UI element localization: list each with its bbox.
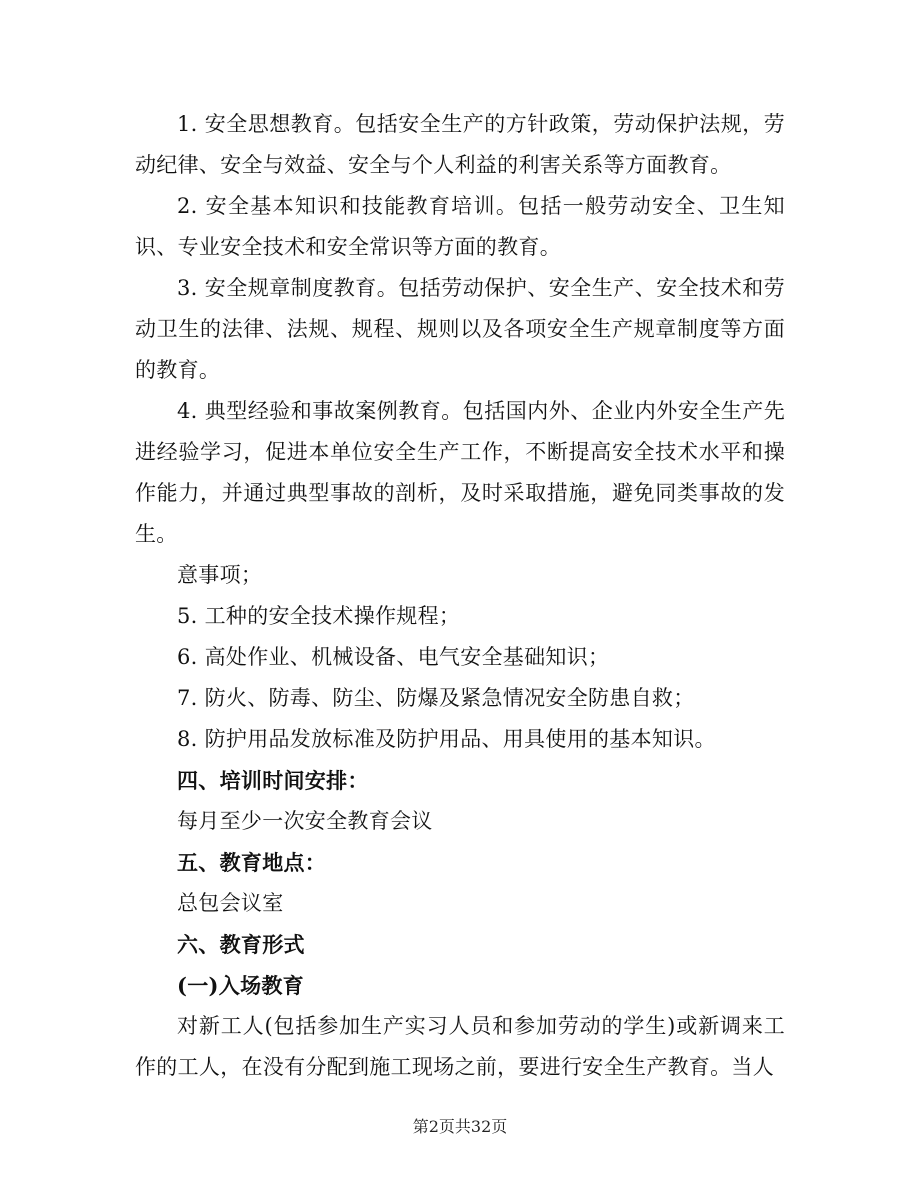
heading-training-schedule: 四、培训时间安排： [177,768,369,793]
line-item-5: 5. 工种的安全技术操作规程； [177,604,461,628]
paragraph-safety-thought: 1. 安全思想教育。包括安全生产的方针政策，劳动保护法规，劳动纪律、安全与效益、安全与个人利益的利害关系等方面教育。 [135,112,785,177]
heading-entry-education: (一)入场教育 [177,973,304,998]
line-item-7: 7. 防火、防毒、防尘、防爆及紧急情况安全防患自救； [177,686,695,710]
line-schedule: 每月至少一次安全教育会议 [177,809,433,833]
page-number: 第2页共32页 [412,1117,508,1136]
paragraph-new-workers: 对新工人(包括参加生产实习人员和参加劳动的学生)或新调来工作的工人，在没有分配到施工现场之前，要进行安全生产教育。当人 [135,1014,785,1079]
line-location: 总包会议室 [177,891,284,915]
heading-education-form: 六、教育形式 [177,932,305,957]
line-item-8: 8. 防护用品发放标准及防护用品、用具使用的基本知识。 [177,727,716,751]
paragraph-rules-education: 3. 安全规章制度教育。包括劳动保护、安全生产、安全技术和劳动卫生的法律、法规、规程、规则以及各项安全生产规章制度等方面的教育。 [135,276,785,382]
line-notes: 意事项； [177,563,263,587]
line-item-6: 6. 高处作业、机械设备、电气安全基础知识； [177,645,610,669]
document-body [135,104,785,1088]
paragraph-case-education: 4. 典型经验和事故案例教育。包括国内外、企业内外安全生产先进经验学习，促进本单位安全生产工作，不断提高安全技术水平和操作能力，并通过典型事故的剖析，及时采取措施，避免同类事故的发生。 [135,399,785,546]
heading-education-location: 五、教育地点： [177,850,327,875]
paragraph-basic-knowledge: 2. 安全基本知识和技能教育培训。包括一般劳动安全、卫生知识、专业安全技术和安全常识等方面的教育。 [135,194,785,259]
